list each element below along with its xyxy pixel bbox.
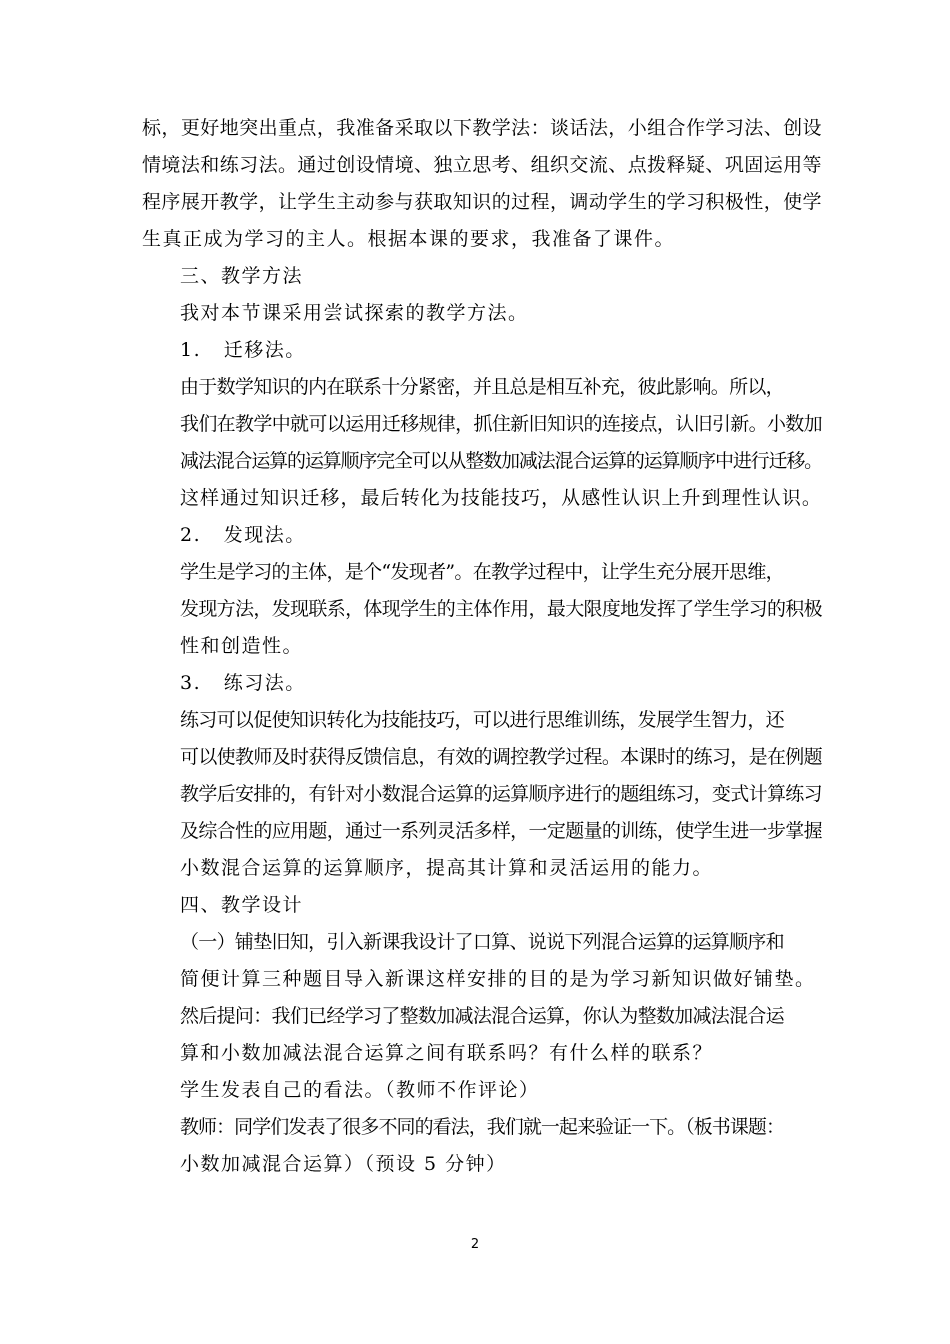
text-line: 这样通过知识迁移，最后转化为技能技巧，从感性认识上升到理性认识。 [180,487,822,509]
text-line: 四、教学设计 [180,894,304,916]
text-line: 2. 发现法。 [180,524,306,546]
text-line: 算和小数加减法混合运算之间有联系吗？有什么样的联系？ [180,1042,714,1064]
paragraph [142,332,822,369]
text-line: 标，更好地突出重点，我准备采取以下教学法：谈话法，小组合作学习法、创设 [142,117,822,139]
text-line: 生真正成为学习的主人。根据本课的要求，我准备了课件。 [142,228,676,250]
text-line: 学生是学习的主体，是个“发现者”。在教学过程中，让学生充分展开思维， [180,561,784,583]
text-line: 学生发表自己的看法。（教师不作评论） [180,1079,540,1101]
paragraph [142,1072,822,1109]
text-line: 教师：同学们发表了很多不同的看法，我们就一起来验证一下。（板书课题： [180,1116,784,1138]
text-line: 我对本节课采用尝试探索的教学方法。 [180,302,529,324]
paragraph [142,702,822,887]
text-line: 程序展开教学，让学生主动参与获取知识的过程，调动学生的学习积极性，使学 [142,191,822,213]
paragraph [142,110,822,258]
document-page [142,110,822,1183]
text-line: 1. 迁移法。 [180,339,306,361]
text-line: 三、教学方法 [180,265,304,287]
paragraph [142,554,822,665]
text-line: 小数混合运算的运算顺序，提高其计算和灵活运用的能力。 [180,857,714,879]
text-line: 性和创造性。 [180,635,304,657]
text-line: 简便计算三种题目导入新课这样安排的目的是为学习新知识做好铺垫。 [180,968,816,990]
text-line: 小数加减混合运算）（预设 5 分钟） [180,1153,507,1175]
text-line: 减法混合运算的运算顺序完全可以从整数加减法混合运算的运算顺序中进行迁移。 [180,450,822,472]
text-line: 由于数学知识的内在联系十分紧密，并且总是相互补充，彼此影响。所以， [180,376,784,398]
paragraph [142,295,822,332]
page-number: 2 [470,1237,480,1252]
text-line: 发现方法，发现联系，体现学生的主体作用，最大限度地发挥了学生学习的积极 [180,598,822,620]
text-line: （一）铺垫旧知，引入新课我设计了口算、说说下列混合运算的运算顺序和 [180,931,784,953]
text-line: 练习可以促使知识转化为技能技巧，可以进行思维训练，发展学生智力，还 [180,709,784,731]
paragraph [142,369,822,517]
paragraph [142,998,822,1072]
text-line: 然后提问：我们已经学习了整数加减法混合运算，你认为整数加减法混合运 [180,1005,784,1027]
paragraph [142,258,822,295]
paragraph [142,924,822,998]
paragraph [142,665,822,702]
text-line: 教学后安排的，有针对小数混合运算的运算顺序进行的题组练习，变式计算练习 [180,783,822,805]
text-line: 我们在教学中就可以运用迁移规律，抓住新旧知识的连接点，认旧引新。小数加 [180,413,822,435]
text-line: 可以使教师及时获得反馈信息，有效的调控教学过程。本课时的练习，是在例题 [180,746,822,768]
paragraph [142,887,822,924]
paragraph [142,1109,822,1183]
paragraph [142,517,822,554]
text-line: 及综合性的应用题，通过一系列灵活多样，一定题量的训练，使学生进一步掌握 [180,820,822,842]
text-line: 情境法和练习法。通过创设情境、独立思考、组织交流、点拨释疑、巩固运用等 [142,154,822,176]
document-body [142,110,822,1183]
text-line: 3. 练习法。 [180,672,306,694]
